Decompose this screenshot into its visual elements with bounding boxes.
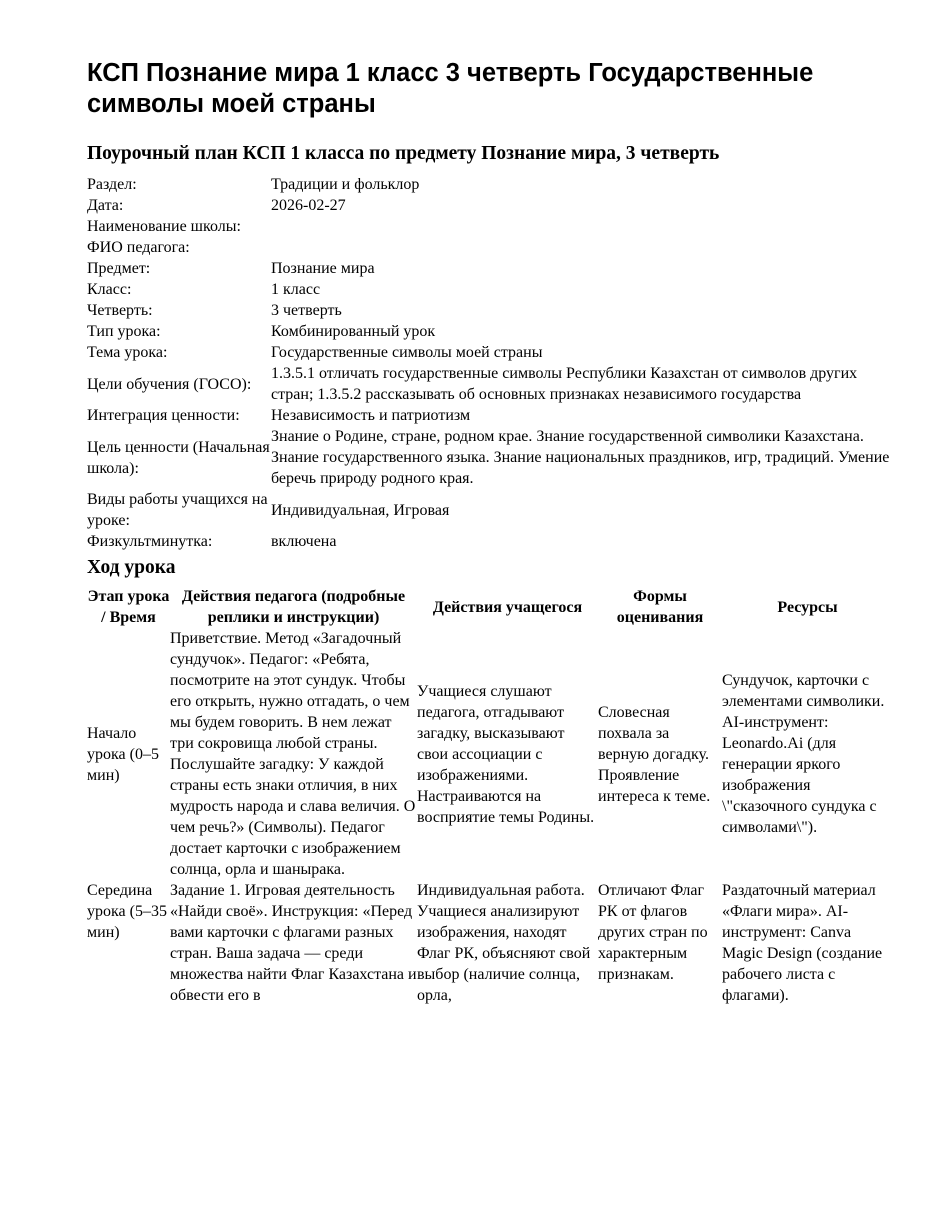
table-row — [87, 628, 893, 880]
meta-label: Тема урока: — [87, 344, 168, 361]
header-teacher: Действия педагога (подробные реплики и инструкции) — [181, 588, 406, 626]
meta-label: Предмет: — [87, 260, 151, 277]
meta-row — [87, 195, 893, 216]
meta-value: Комбинированный урок — [271, 323, 436, 340]
lesson-info-table — [87, 174, 893, 552]
cell-resources: Раздаточный материал «Флаги мира». AI-инструмент: Canva Magic Design (создание рабочего листа с флагами). — [722, 882, 883, 1004]
meta-value: Государственные символы моей страны — [271, 344, 543, 361]
cell-teacher: Задание 1. Игровая деятельность «Найди своё». Инструкция: «Перед вами карточки с флагами разных стран. Ваша задача — среди множества найти Флаг Казахстана и обвести его в — [170, 882, 417, 1004]
meta-value: Познание мира — [271, 260, 375, 277]
meta-value: Знание о Родине, стране, родном крае. Знание государственной символики Казахстана. Знание государственного языка. Знание национальных праздников, игр, традиций. Умение беречь природу родного края. — [271, 428, 890, 487]
section-heading: Ход урока — [87, 557, 176, 578]
meta-label: Интеграция ценности: — [87, 407, 240, 424]
meta-value: Традиции и фольклор — [271, 176, 420, 193]
document-page — [87, 58, 893, 1006]
meta-value: включена — [271, 533, 337, 550]
meta-row — [87, 342, 893, 363]
meta-value: Индивидуальная, Игровая — [271, 501, 450, 519]
meta-label: Цели обучения (ГОСО): — [87, 375, 252, 393]
table-row — [87, 880, 893, 1006]
meta-label: Класс: — [87, 281, 132, 298]
meta-label: Дата: — [87, 197, 124, 214]
meta-label: Наименование школы: — [87, 218, 241, 235]
header-resources: Ресурсы — [777, 598, 838, 616]
meta-row — [87, 258, 893, 279]
cell-resources: Сундучок, карточки с элементами символики. AI-инструмент: Leonardo.Ai (для генерации яркого изображения \"сказочного сундука с символами\"). — [722, 672, 885, 836]
meta-row — [87, 531, 893, 552]
meta-value — [271, 237, 893, 258]
cell-student: Учащиеся слушают педагога, отгадывают загадку, высказывают свои ассоциации с изображениями. Настраиваются на восприятие темы Родины. — [417, 682, 595, 826]
page-title: КСП Познание мира 1 класс 3 четверть Государственные символы моей страны — [87, 59, 814, 118]
plan-subtitle: Поурочный план КСП 1 класса по предмету Познание мира, 3 четверть — [87, 143, 720, 164]
meta-value: 1 класс — [271, 281, 321, 298]
meta-row — [87, 300, 893, 321]
meta-label: ФИО педагога: — [87, 239, 190, 256]
cell-assessment: Отличают Флаг РК от флагов других стран по характерным признакам. — [598, 882, 708, 983]
meta-row — [87, 216, 893, 237]
meta-value: 2026-02-27 — [271, 197, 346, 214]
lesson-flow-table — [87, 586, 893, 1006]
meta-row — [87, 405, 893, 426]
header-student: Действия учащегося — [432, 598, 583, 616]
meta-label: Цель ценности (Начальная школа): — [87, 438, 270, 477]
cell-stage: Середина урока (5–35 мин) — [87, 882, 167, 941]
meta-row — [87, 279, 893, 300]
meta-row — [87, 426, 893, 489]
meta-label: Раздел: — [87, 176, 137, 193]
meta-row — [87, 237, 893, 258]
header-assessment: Формы оценивания — [616, 588, 704, 626]
meta-label: Тип урока: — [87, 323, 161, 340]
meta-value: 1.3.5.1 отличать государственные символы Республики Казахстан от символов других стран; 1.3.5.2 рассказывать об основных признаках независимого государства — [271, 365, 858, 403]
meta-label: Физкультминутка: — [87, 533, 213, 550]
meta-value: Независимость и патриотизм — [271, 407, 471, 424]
meta-row — [87, 489, 893, 531]
meta-label: Четверть: — [87, 302, 153, 319]
meta-row — [87, 363, 893, 405]
cell-assessment: Словесная похвала за верную догадку. Проявление интереса к теме. — [598, 703, 711, 805]
lesson-header-row — [87, 586, 893, 628]
cell-student: Индивидуальная работа. Учащиеся анализируют изображения, находят Флаг РК, объясняют свой выбор (наличие солнца, орла, — [417, 882, 591, 1004]
meta-row — [87, 174, 893, 195]
meta-row — [87, 321, 893, 342]
meta-value — [271, 216, 893, 237]
header-stage: Этап урока / Время — [87, 588, 170, 626]
cell-stage: Начало урока (0–5 мин) — [87, 724, 159, 784]
cell-teacher: Приветствие. Метод «Загадочный сундучок». Педагог: «Ребята, посмотрите на этот сундук. Чтобы его открыть, нужно отгадать, о чем мы будем говорить. В нем лежат три сокровища любой страны. Послушайте загадку: У каждой страны есть знаки отличия, в них мудрость народа и слава величия. О чем речь?» (Символы). Педагог достает карточки с изображением солнца, орла и шанырака. — [170, 630, 416, 878]
meta-label: Виды работы учащихся на уроке: — [87, 491, 268, 529]
meta-value: 3 четверть — [271, 302, 342, 319]
